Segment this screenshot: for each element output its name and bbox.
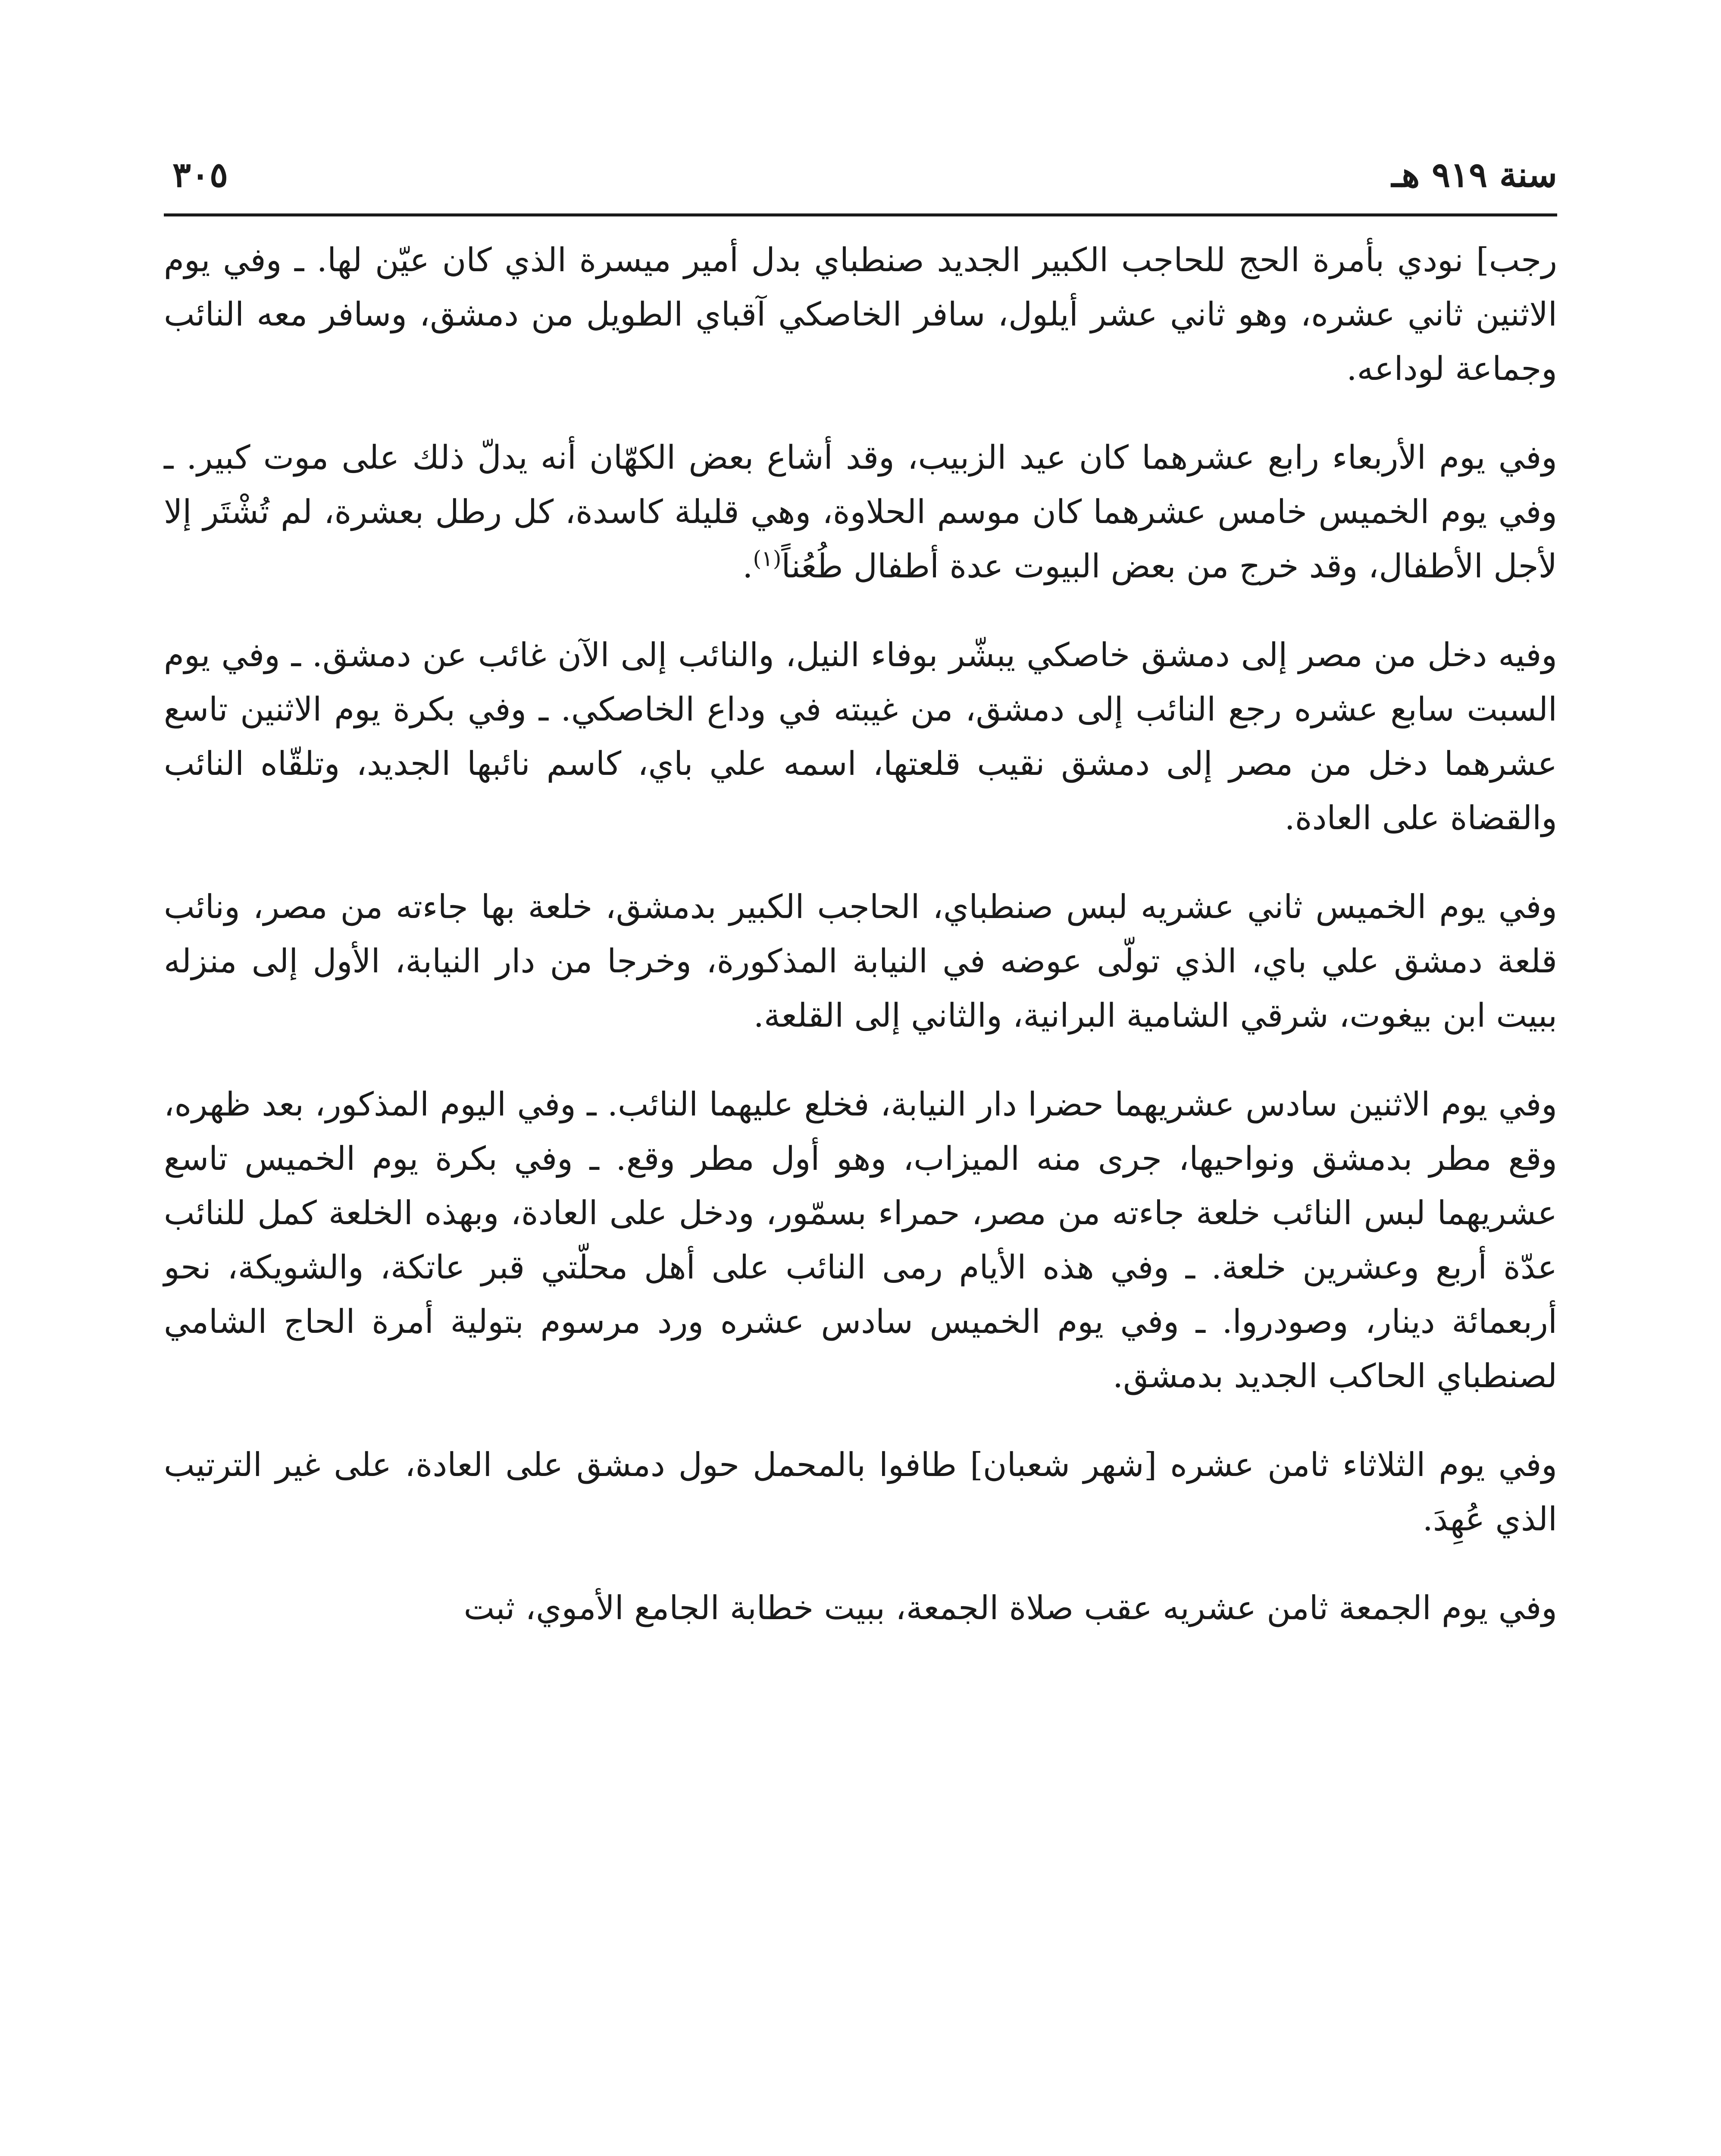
paragraph (164, 1581, 1557, 1635)
body-text (164, 233, 1557, 1635)
paragraph-text: وفي يوم الثلاثاء ثامن عشره [شهر شعبان] طافوا بالمحمل حول دمشق على العادة، على غير الترتيب الذي عُهِدَ. (164, 1445, 1557, 1538)
paragraph (164, 1438, 1557, 1546)
paragraph-text: وفي يوم الاثنين سادس عشريهما حضرا دار النيابة، فخلع عليهما النائب. ـ وفي اليوم المذكور، بعد ظهره، وقع مطر بدمشق ونواحيها، جرى منه الميزاب، وهو أول مطر وقع. ـ وفي بكرة يوم الخميس تاسع عشريهما لبس النائب خلعة جاءته من مصر، حمراء بسمّور، ودخل على العادة، وبهذه الخلعة كمل للنائب عدّة أربع وعشرين خلعة. ـ وفي هذه الأيام رمى النائب على أهل محلّتي قبر عاتكة، والشويكة، نحو أربعمائة دينار، وصودروا. ـ وفي يوم الخميس سادس عشره ورد مرسوم بتولية أمرة الحاج الشامي لصنطباي الحاكب الجديد بدمشق. (164, 1085, 1557, 1395)
paragraph (164, 628, 1557, 845)
header-rule (164, 213, 1557, 216)
running-head: سنة ٩١٩ هـ (1391, 154, 1557, 195)
page-header (164, 142, 1557, 207)
paragraph-text: وفي يوم الأربعاء رابع عشرهما كان عيد الزبيب، وقد أشاع بعض الكهّان أنه يدلّ ذلك على موت كبير. ـ وفي يوم الخميس خامس عشرهما كان موسم الحلاوة، وهي قليلة كاسدة، كل رطل بعشرة، لم تُشْتَر إلا لأجل الأطفال، وقد خرج من بعض البيوت عدة أطفال طُعُناً (164, 438, 1557, 585)
paragraph-text: وفيه دخل من مصر إلى دمشق خاصكي يبشّر بوفاء النيل، والنائب إلى الآن غائب عن دمشق. ـ وفي يوم السبت سابع عشره رجع النائب إلى دمشق، من غيبته في وداع الخاصكي. ـ وفي بكرة يوم الاثنين تاسع عشرهما دخل من مصر إلى دمشق نقيب قلعتها، اسمه علي باي، كاسم نائبها الجديد، وتلقّاه النائب والقضاة على العادة. (164, 636, 1557, 837)
paragraph-text: وفي يوم الجمعة ثامن عشريه عقب صلاة الجمعة، ببيت خطابة الجامع الأموي، ثبت (463, 1589, 1557, 1627)
paragraph: وفي يوم الأربعاء رابع عشرهما كان عيد الزبيب، وقد أشاع بعض الكهّان أنه يدلّ ذلك على موت كبير. ـ وفي يوم الخميس خامس عشرهما كان موسم الحلاوة، وهي قليلة كاسدة، كل رطل بعشرة، لم تُشْتَر إلا لأجل الأطفال، وقد خرج من بعض البيوت عدة أطفال طُعُناً$^{(١)}$. (164, 438, 1557, 585)
paragraph (164, 880, 1557, 1043)
paragraph (164, 233, 1557, 396)
paragraph (164, 1077, 1557, 1403)
page-number: ٣٠٥ (172, 154, 228, 195)
paragraph-text: وفي يوم الخميس ثاني عشريه لبس صنطباي، الحاجب الكبير بدمشق، خلعة بها جاءته من مصر، ونائب قلعة دمشق علي باي، الذي تولّى عوضه في النيابة المذكورة، وخرجا من دار النيابة، الأول إلى منزله ببيت ابن بيغوت، شرقي الشامية البرانية، والثاني إلى القلعة. (164, 887, 1557, 1034)
footnote-marker: (١) (753, 546, 782, 571)
paragraph-text: رجب] نودي بأمرة الحج للحاجب الكبير الجديد صنطباي بدل أمير ميسرة الذي كان عيّن لها. ـ وفي يوم الاثنين ثاني عشره، وهو ثاني عشر أيلول، سافر الخاصكي آقباي الطويل من دمشق، وسافر معه النائب وجماعة لوداعه. (164, 241, 1558, 388)
